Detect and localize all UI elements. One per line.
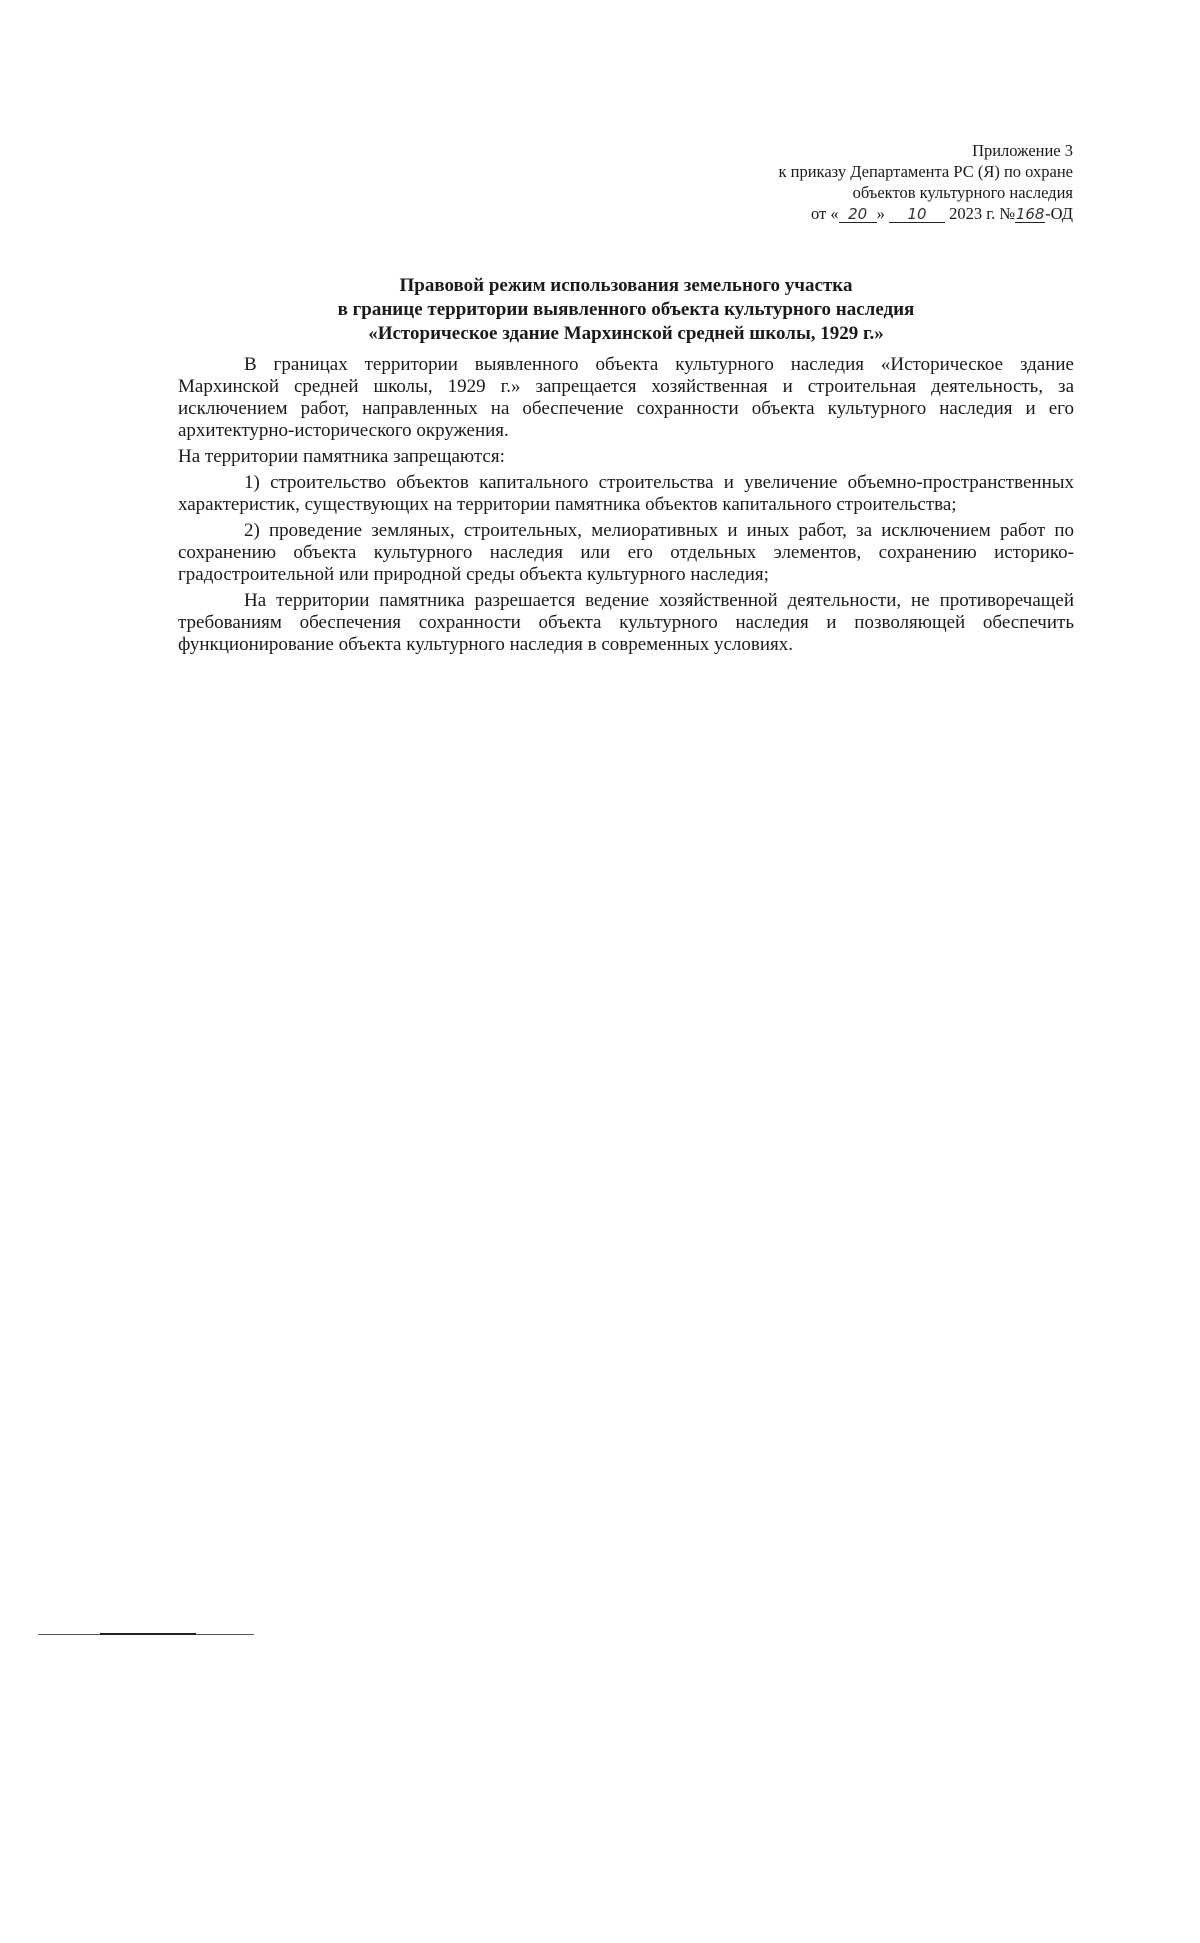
- order-reference: к приказу Департамента РС (Я) по охране: [778, 162, 1073, 181]
- date-year: 2023 г. №: [949, 204, 1016, 223]
- order-reference-cont: объектов культурного наследия: [852, 183, 1073, 202]
- handwritten-month: 10: [889, 206, 945, 223]
- title-line-3: «Историческое здание Мархинской средней школы, 1929 г.»: [368, 323, 884, 344]
- title-line-1: Правовой режим использования земельного участка: [399, 275, 853, 296]
- list-item-2: 2) проведение земляных, строительных, мелиоративных и иных работ, за исключением работ по сохранению объекта культурного наследия или его отдельных элементов, сохранению историко-градостроительной или природной среды объекта культурного наследия;: [178, 520, 1074, 585]
- handwritten-order-number: 168: [1015, 205, 1045, 223]
- date-quote: »: [876, 204, 885, 223]
- paragraph-permission: На территории памятника разрешается ведение хозяйственной деятельности, не противоречащей требованиям обеспечения сохранности объекта культурного наследия и позволяющей обеспечить функционирование объекта культурного наследия в современных условиях.: [178, 590, 1074, 655]
- list-item-1: 1) строительство объектов капитального строительства и увеличение объемно-пространственных характеристик, существующих на территории памятника объектов капитального строительства;: [178, 472, 1074, 515]
- paragraph-prohibited-list-intro: На территории памятника запрещаются:: [178, 446, 505, 467]
- document-body: [178, 354, 1074, 660]
- appendix-header: [573, 140, 1073, 224]
- appendix-number: Приложение 3: [972, 141, 1073, 160]
- title-line-2: в границе территории выявленного объекта культурного наследия: [337, 299, 915, 320]
- handwritten-day: 20: [839, 206, 877, 223]
- order-suffix: -ОД: [1045, 204, 1073, 223]
- date-prefix: от «: [811, 204, 839, 223]
- paragraph-prohibition: В границах территории выявленного объекта культурного наследия «Историческое здание Мархинской средней школы, 1929 г.» запрещается хозяйственная и строительная деятельность, за исключением работ, направленных на обеспечение сохранности объекта культурного наследия и его архитектурно-исторического окружения.: [178, 354, 1074, 441]
- footnote-divider: [38, 1634, 254, 1635]
- order-date-line: [573, 203, 1073, 224]
- document-title: [178, 274, 1074, 346]
